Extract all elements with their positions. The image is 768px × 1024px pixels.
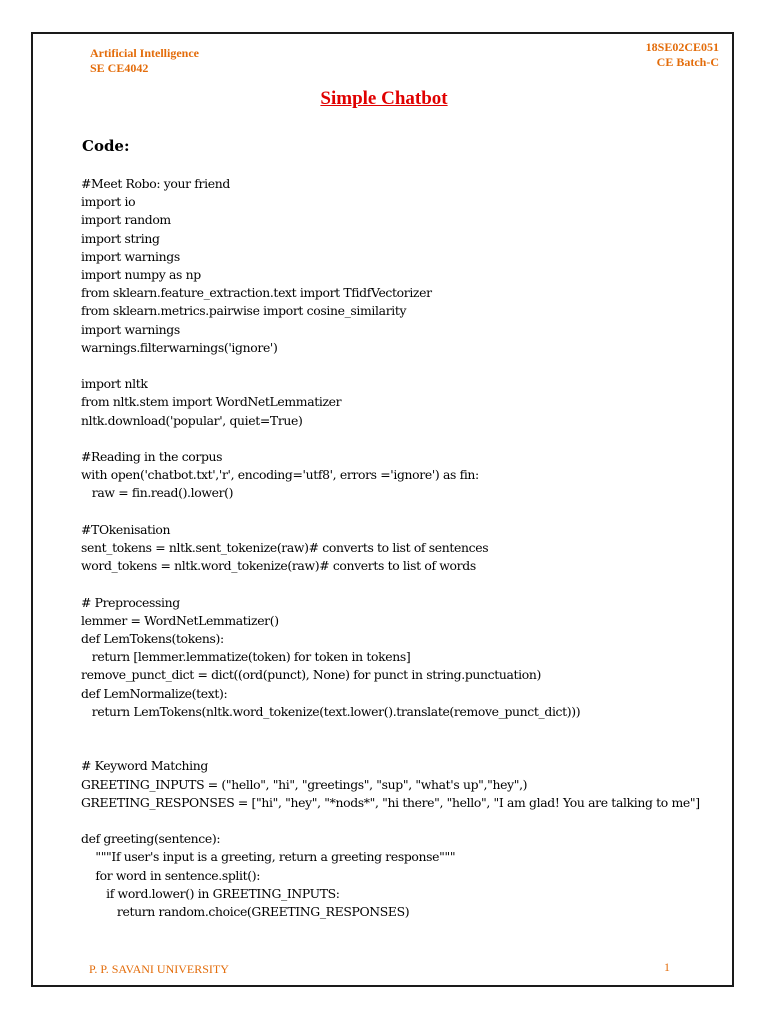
code-line: import numpy as np [81,267,201,283]
code-block [81,175,701,921]
code-line: if word.lower() in GREETING_INPUTS: [81,885,340,901]
code-line: GREETING_INPUTS = ("hello", "hi", "greetings", "sup", "what's up","hey",) [81,776,528,792]
code-line: """If user's input is a greeting, return a greeting response""" [81,849,456,865]
code-line [81,430,701,448]
code-line: return [lemmer.lemmatize(token) for token in tokens] [81,649,411,665]
code-line [81,812,701,830]
code-line: import nltk [81,376,148,392]
code-line: nltk.download('popular', quiet=True) [81,412,303,428]
code-line: # Keyword Matching [81,758,208,774]
code-line [81,503,701,521]
header-left [90,46,199,76]
batch: CE Batch-C [656,55,719,69]
code-line: import io [81,194,136,210]
code-line [81,357,701,375]
code-line: with open('chatbot.txt','r', encoding='utf8', errors ='ignore') as fin: [81,467,479,483]
code-line: from sklearn.feature_extraction.text import TfidfVectorizer [81,285,432,301]
code-line: from sklearn.metrics.pairwise import cosine_similarity [81,303,407,319]
code-line: GREETING_RESPONSES = ["hi", "hey", "*nods*", "hi there", "hello", "I am glad! You are talking to me"] [81,794,700,810]
code-line: def greeting(sentence): [81,831,221,847]
footer-university: P. P. SAVANI UNIVERSITY [89,962,229,976]
code-line: #TOkenisation [81,521,171,537]
code-line [81,721,701,739]
code-line: from nltk.stem import WordNetLemmatizer [81,394,342,410]
code-line: def LemTokens(tokens): [81,631,224,647]
code-line: #Reading in the corpus [81,449,223,465]
code-line: remove_punct_dict = dict((ord(punct), None) for punct in string.punctuation) [81,667,542,683]
code-line: return random.choice(GREETING_RESPONSES) [81,904,410,920]
course-name: Artificial Intelligence [90,46,199,60]
code-line: import warnings [81,248,180,264]
header-right [646,40,719,70]
code-line: import warnings [81,321,180,337]
code-line [81,575,701,593]
code-heading: Code: [82,137,130,155]
page-number: 1 [664,960,670,974]
enrollment-number: 18SE02CE051 [645,40,719,54]
code-line: import random [81,212,171,228]
course-code: SE CE4042 [90,61,149,75]
code-line: #Meet Robo: your friend [81,176,230,191]
code-line: warnings.filterwarnings('ignore') [81,339,278,355]
code-line: sent_tokens = nltk.sent_tokenize(raw)# converts to list of sentences [81,540,489,556]
code-line: return LemTokens(nltk.word_tokenize(text.lower().translate(remove_punct_dict))) [81,703,581,719]
code-line: for word in sentence.split(): [81,867,261,883]
code-line: import string [81,230,160,246]
code-line: raw = fin.read().lower() [81,485,234,501]
code-line: def LemNormalize(text): [81,685,228,701]
document-title: Simple Chatbot [320,88,448,109]
code-line: # Preprocessing [81,594,180,610]
code-line [81,739,701,757]
code-line: lemmer = WordNetLemmatizer() [81,612,279,628]
code-line: word_tokens = nltk.word_tokenize(raw)# converts to list of words [81,558,476,574]
